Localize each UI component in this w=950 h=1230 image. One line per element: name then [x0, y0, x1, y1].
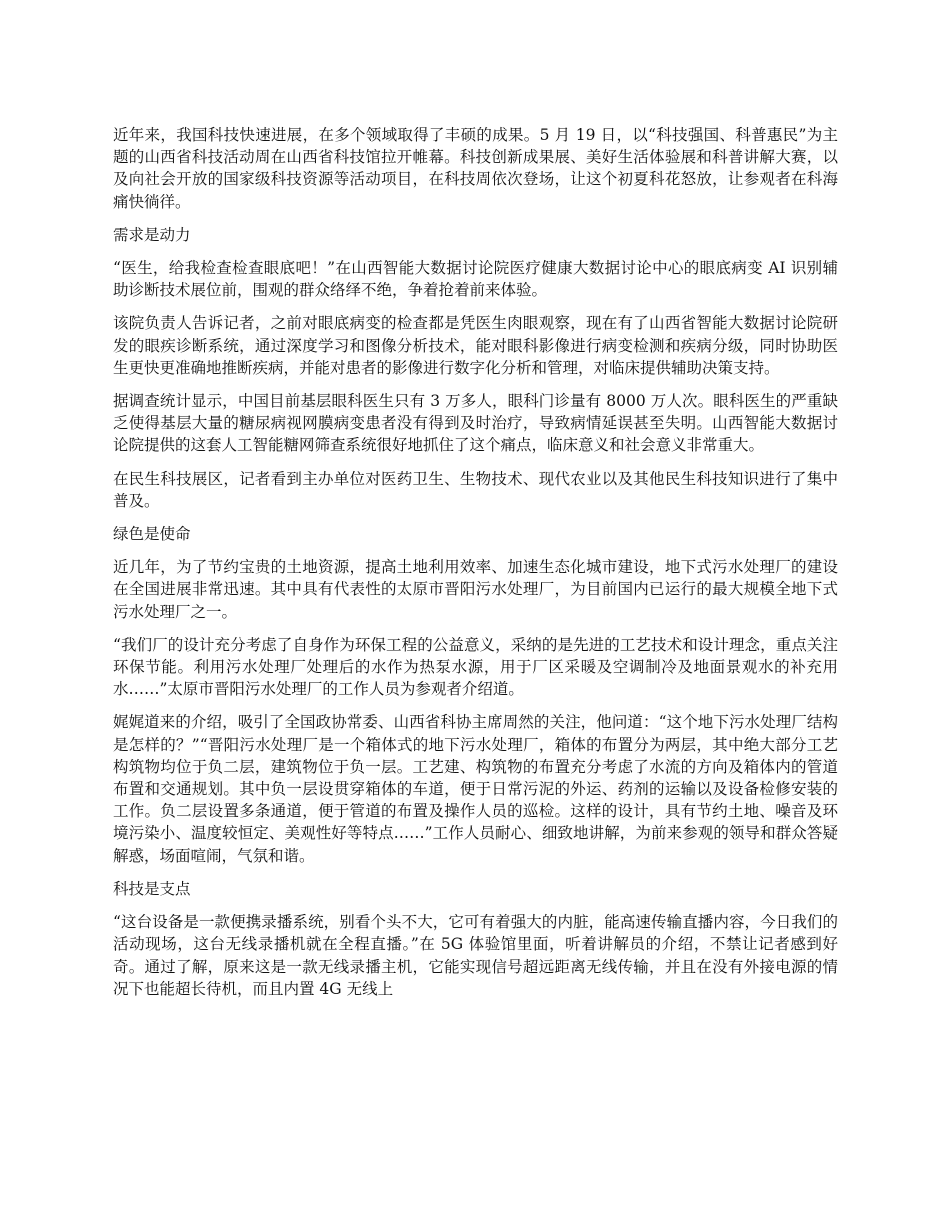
- paragraph-plant-structure: 娓娓道来的介绍，吸引了全国政协常委、山西省科协主席周然的关注，他问道：“这个地下污水处理厂结构是怎样的？”“晋阳污水处理厂是一个箱体式的地下污水处理厂，箱体的布置分为两层，其中绝大部分工艺构筑物均位于负二层，建筑物位于负一层。工艺建、构筑物的布置充分考虑了水流的方向及箱体内的管道布置和交通规划。其中负一层设贯穿箱体的车道，便于日常污泥的外运、药剂的运输以及设备检修安装的工作。负二层设置多条通道，便于管道的布置及操作人员的巡检。这样的设计，具有节约土地、噪音及环境污染小、温度较恒定、美观性好等特点……”工作人员耐心、细致地讲解，为前来参观的领导和群众答疑解惑，场面喧闹，气氛和谐。: [113, 713, 838, 865]
- document-body: [113, 124, 838, 1011]
- section-heading-technology: 科技是支点: [113, 879, 191, 898]
- section-heading-green: 绿色是使命: [113, 525, 191, 544]
- section-heading-demand: 需求是动力: [113, 225, 191, 244]
- paragraph-plant-design-quote: “我们厂的设计充分考虑了自身作为环保工程的公益意义，采纳的是先进的工艺技术和设计理念，重点关注环保节能。利用污水处理厂处理后的水作为热泵水源，用于厂区采暖及空调制冷及地面景观水的补充用水……”太原市晋阳污水处理厂的工作人员为参观者介绍道。: [113, 635, 838, 699]
- paragraph-statistics: 据调查统计显示，中国目前基层眼科医生只有 3 万多人，眼科门诊量有 8000 万人次。眼科医生的严重缺乏使得基层大量的糖尿病视网膜病变患者没有得到及时治疗，导致病情延误甚至失明。山西智能大数据讨论院提供的这套人工智能糖网筛查系统很好地抓住了这个痛点，临床意义和社会意义非常重大。: [113, 392, 838, 455]
- paragraph-5g-recorder: “这台设备是一款便携录播系统，别看个头不大，它可有着强大的内脏，能高速传输直播内容，今日我们的活动现场，这台无线录播机就在全程直播。”在 5G 体验馆里面，听着讲解员的介绍，不禁让记者感到好奇。通过了解，原来这是一款无线录播主机，它能实现信号超远距离无线传输，并且在没有外接电源的情况下也能超长待机，而且内置 4G 无线上: [113, 913, 838, 998]
- paragraph-eye-exam-quote: “医生，给我检查检查眼底吧！”在山西智能大数据讨论院医疗健康大数据讨论中心的眼底病变 AI 识别辅助诊断技术展位前，围观的群众络绎不绝，争着抢着前来体验。: [113, 259, 838, 300]
- paragraph-livelihood-tech: 在民生科技展区，记者看到主办单位对医药卫生、生物技术、现代农业以及其他民生科技知识进行了集中普及。: [113, 469, 838, 510]
- paragraph-intro: 近年来，我国科技快速进展，在多个领域取得了丰硕的成果。5 月 19 日，以“科技强国、科普惠民”为主题的山西省科技活动周在山西省科技馆拉开帷幕。科技创新成果展、美好生活体验展和科普讲解大赛，以及向社会开放的国家级科技资源等活动项目，在科技周依次登场，让这个初夏科花怒放，让参观者在科海痛快徜徉。: [113, 126, 838, 211]
- paragraph-underground-plant: 近几年，为了节约宝贵的土地资源，提高土地利用效率、加速生态化城市建设，地下式污水处理厂的建设在全国进展非常迅速。其中具有代表性的太原市晋阳污水处理厂，为目前国内已运行的最大规模全地下式污水处理厂之一。: [113, 558, 838, 621]
- paragraph-diagnosis-system: 该院负责人告诉记者，之前对眼底病变的检查都是凭医生肉眼观察，现在有了山西省智能大数据讨论院研发的眼疾诊断系统，通过深度学习和图像分析技术，能对眼科影像进行病变检测和疾病分级，同时协助医生更快更准确地推断疾病，并能对患者的影像进行数字化分析和管理，对临床提供辅助决策支持。: [113, 314, 838, 377]
